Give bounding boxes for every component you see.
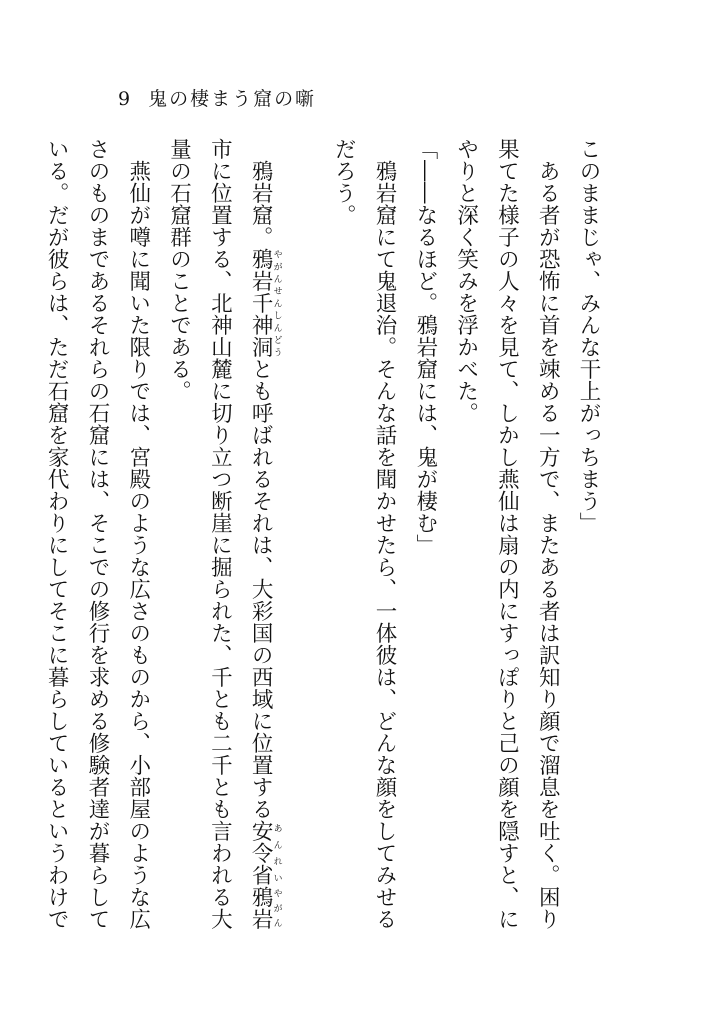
text-line: さのものまであるそれらの石窟には、そこでの修行を求める修験者達が暮らして bbox=[84, 138, 110, 930]
ruby-annotated-word: 鴉岩千神洞やがんせんしんどう bbox=[248, 248, 282, 358]
vertical-body-text bbox=[35, 138, 608, 938]
running-head bbox=[118, 84, 316, 111]
text-line: だろう。 bbox=[331, 138, 357, 226]
text-line: 量の石窟群のことである。 bbox=[166, 138, 192, 402]
text-line: このままじゃ、みんな干上がっちまう」 bbox=[576, 138, 601, 534]
text-line: 鴉岩窟。鴉岩千神洞やがんせんしんどうとも呼ばれるそれは、大彩国の西域に位置する安令省あんれい鴉岩やがん bbox=[248, 138, 282, 930]
text-line: 果てた様子の人々を見て、しかし燕仙は扇の内にすっぽりと己の顔を隠すと、に bbox=[494, 138, 520, 930]
chapter-title: 鬼の棲まう窟の噺 bbox=[148, 88, 317, 110]
ruby-annotated-word: 安令省あんれい bbox=[248, 820, 282, 886]
text-line: 市に位置する、北神山麓に切り立つ断崖に掘られた、千とも二千とも言われる大 bbox=[207, 138, 233, 930]
text-line: ある者が恐怖に首を竦める一方で、またある者は訳知り顔で溜息を吐く。困り bbox=[535, 138, 561, 930]
ruby-annotated-word: 鴉岩やがん bbox=[248, 886, 282, 930]
text-line: やりと深く笑みを浮かべた。 bbox=[453, 138, 479, 424]
page-number: 9 bbox=[118, 88, 133, 110]
ruby-reading: やがん bbox=[271, 886, 282, 930]
text-line: いる。だが彼らは、ただ石窟を家代わりにしてそこに暮らしているというわけで bbox=[44, 138, 70, 930]
text-line bbox=[282, 138, 323, 938]
text-line: 「――なるほど。鴉岩窟には、鬼が棲む」 bbox=[412, 138, 438, 556]
text-line: 鴉岩窟にて鬼退治。そんな話を聞かせたら、一体彼は、どんな顔をしてみせる bbox=[372, 138, 398, 930]
ruby-reading: やがんせんしんどう bbox=[271, 248, 282, 358]
ruby-reading: あんれい bbox=[271, 820, 282, 886]
text-line: 燕仙が噂に聞いた限りでは、宮殿のような広さのものから、小部屋のような広 bbox=[125, 138, 151, 930]
